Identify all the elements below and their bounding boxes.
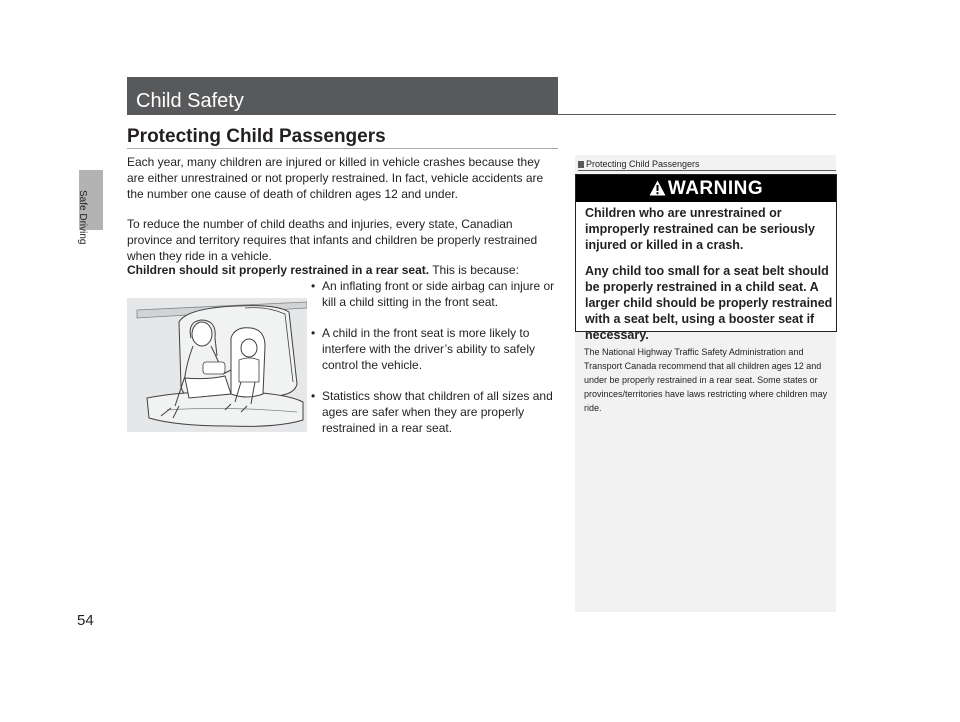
sidebar-heading <box>578 159 700 169</box>
list-item: • An inflating front or side airbag can injure or kill a child sitting in the front seat. <box>309 278 561 310</box>
paragraph-law: To reduce the number of child deaths and injuries, every state, Canadian province and territory requires that infants and children be properly restrained when they ride in a vehicle. <box>127 217 538 263</box>
rear-seat-emphasis: Children should sit properly restrained in a rear seat. <box>127 263 430 277</box>
warning-box <box>575 174 837 342</box>
list-item: • A child in the front seat is more likely to interfere with the driver’s ability to safely control the vehicle. <box>309 325 561 373</box>
sidebar-rule <box>578 170 836 171</box>
paragraph-rear-seat <box>127 262 559 278</box>
paragraph-statistics: Each year, many children are injured or killed in vehicle crashes because they are either unrestrained or not properly restrained. In fact, vehicle accidents are the number one cause of death of children ages 12 and under. <box>127 155 544 201</box>
subsection-rule <box>127 148 558 149</box>
reasons-list <box>309 278 561 451</box>
page-number: 54 <box>77 612 94 629</box>
sidebar-note: The National Highway Traffic Safety Administration and Transport Canada recommend that all children ages 12 and under be properly restrained in a rear seat. Some states or provinces/territories have laws restricting where children may ride. <box>584 347 828 413</box>
rear-seat-children-illustration <box>127 298 307 432</box>
side-label: Safe Driving <box>77 190 88 245</box>
rear-seat-rest: This is because: <box>429 263 519 277</box>
heading-marker-icon <box>578 161 584 168</box>
warning-label: WARNING <box>667 178 764 199</box>
banner-rule <box>558 114 836 115</box>
warning-header <box>576 175 836 202</box>
section-title: Child Safety <box>136 90 244 112</box>
warning-triangle-icon <box>649 180 666 196</box>
warning-text-1: Children who are unrestrained or improperly restrained can be seriously injured or killed in a crash. <box>585 206 815 252</box>
sidebar-heading-text: Protecting Child Passengers <box>586 159 700 169</box>
list-item: • Statistics show that children of all sizes and ages are safer when they are properly restrained in a rear seat. <box>309 388 561 436</box>
subsection-title: Protecting Child Passengers <box>127 126 386 147</box>
warning-text-2: Any child too small for a seat belt should be properly restrained in a child seat. A larger child should be properly restrained with a seat belt, using a booster seat if necessary. <box>585 264 833 342</box>
illustration-drawing <box>127 298 307 432</box>
